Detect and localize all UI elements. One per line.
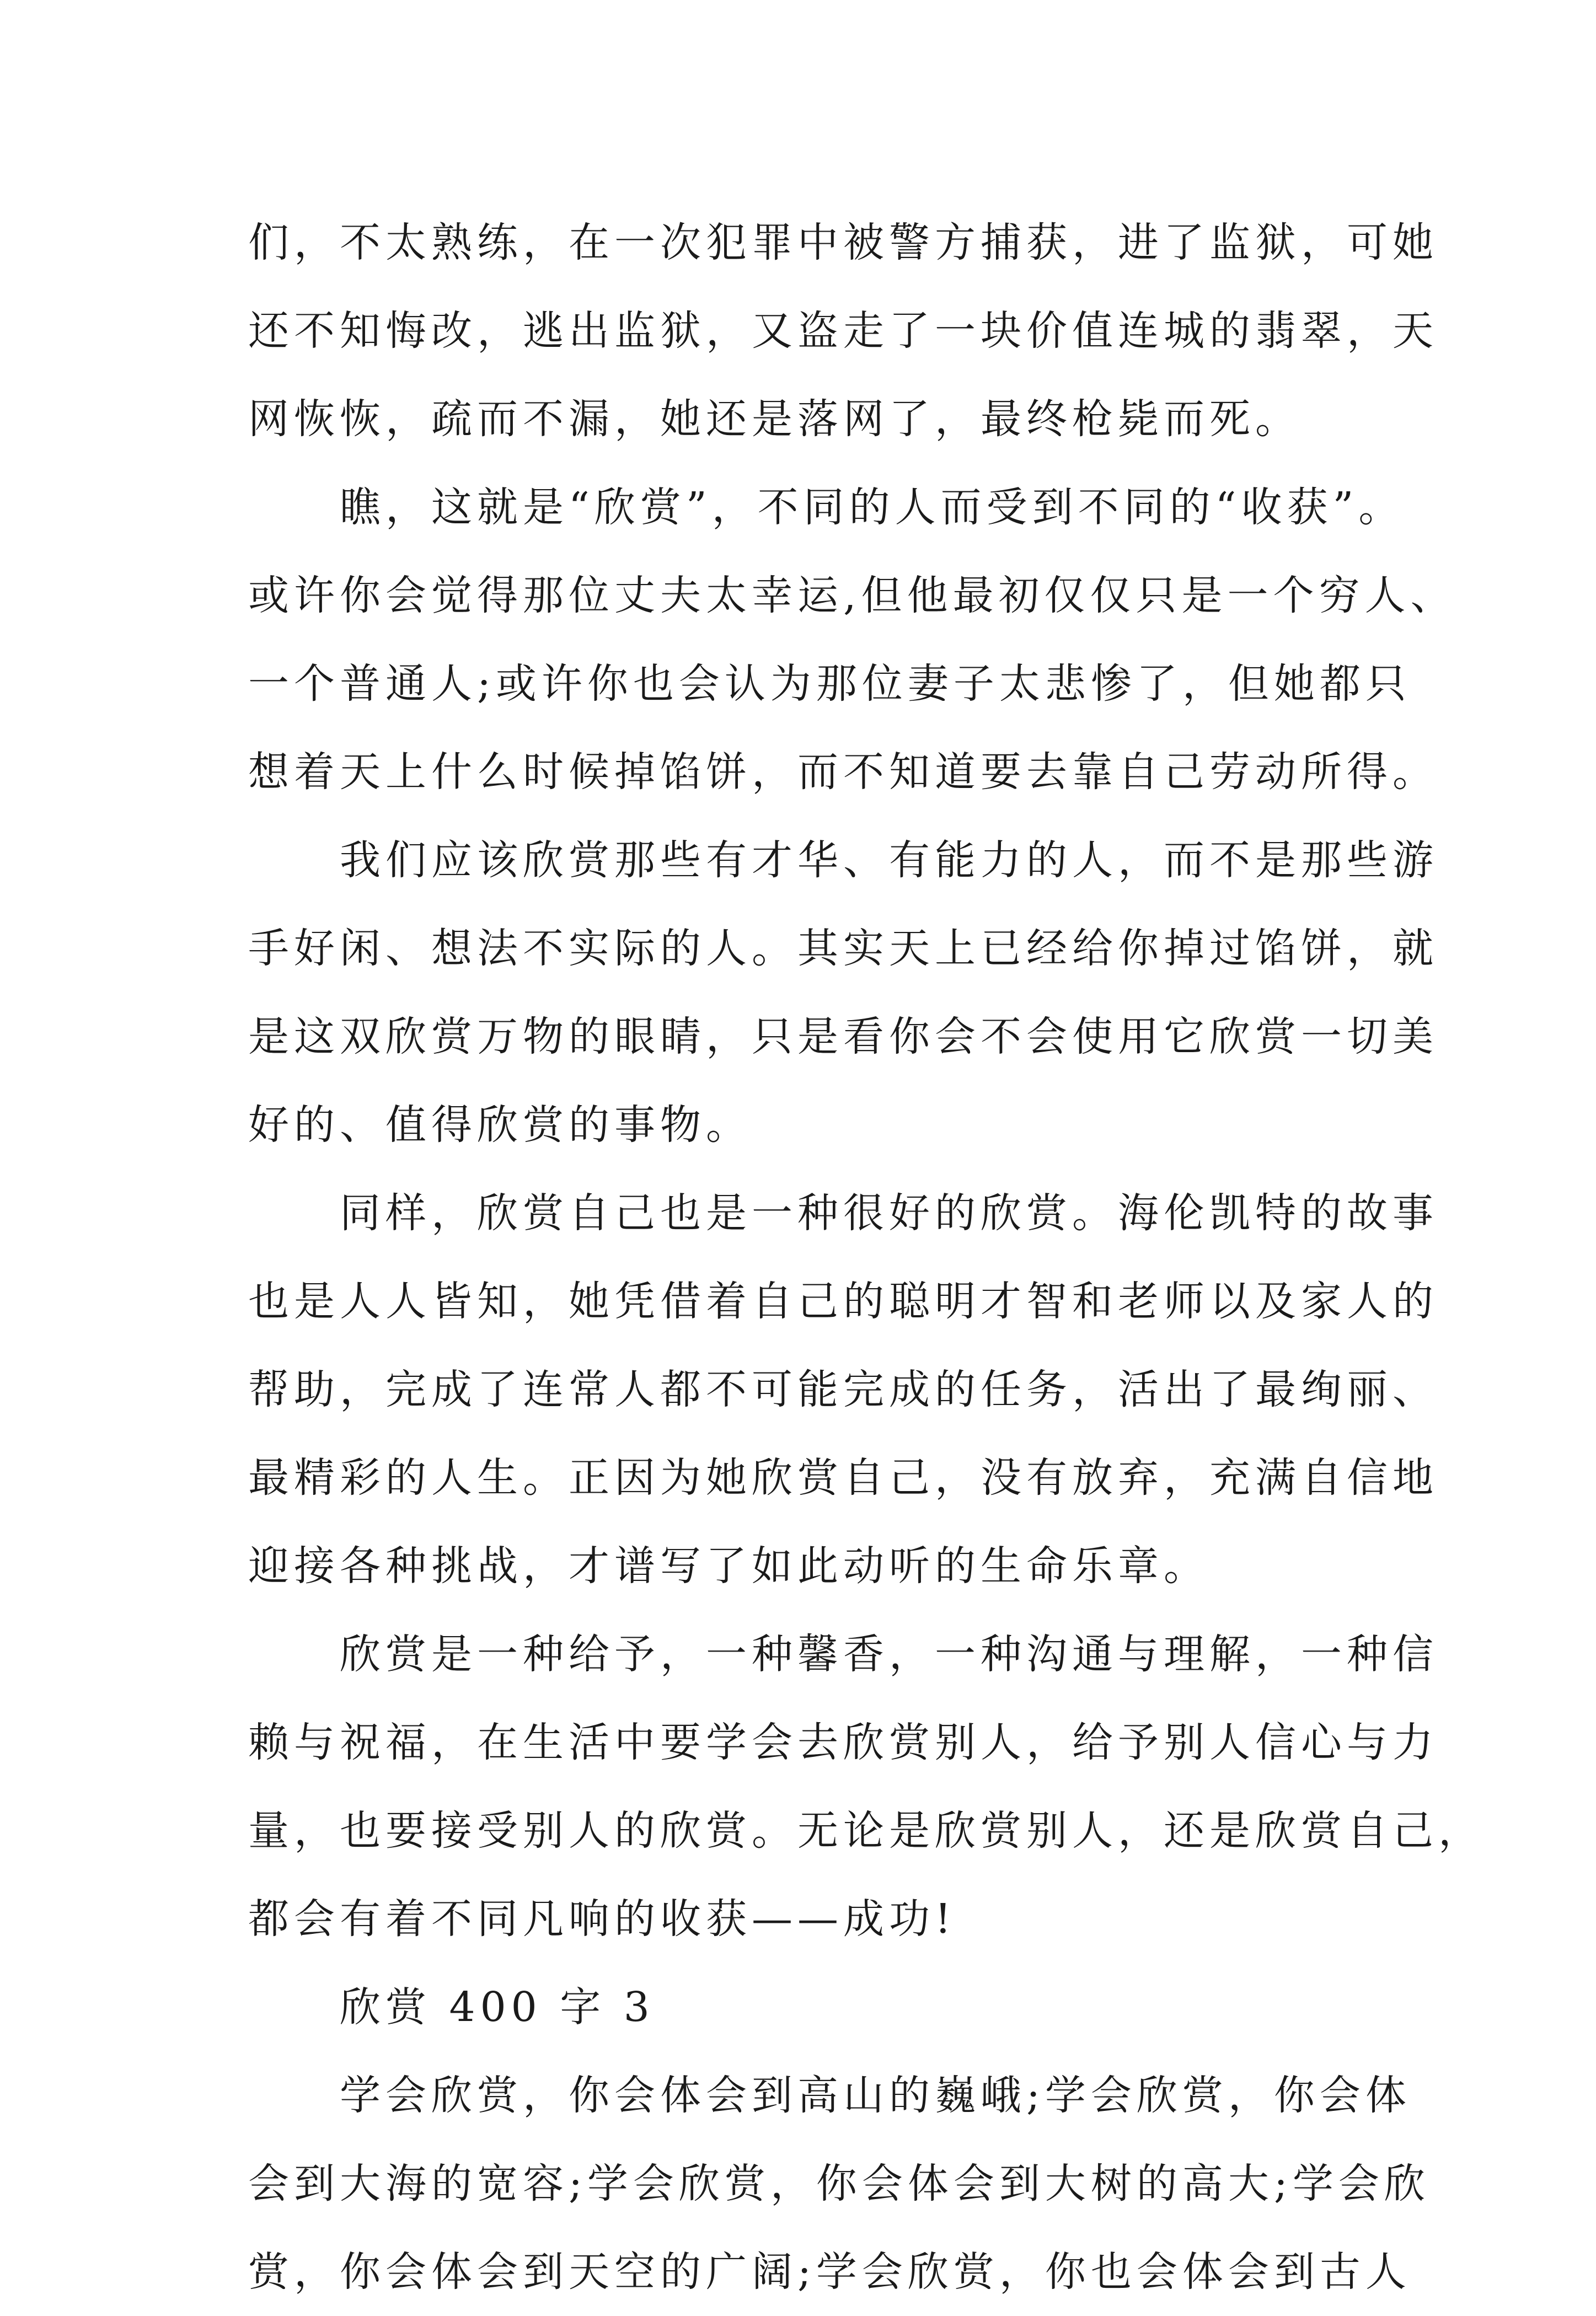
- text-line: 网恢恢，疏而不漏，她还是落网了，最终枪毙而死。: [248, 395, 1301, 443]
- text-line: 量，也要接受别人的欣赏。无论是欣赏别人，还是欣赏自己，: [248, 1807, 1484, 1854]
- paragraph-1: [248, 199, 1438, 463]
- text-line: 同样，欣赏自己也是一种很好的欣赏。海伦凯特的故事: [340, 1189, 1438, 1237]
- text-line: 迎接各种挑战，才谱写了如此动听的生命乐章。: [248, 1542, 1209, 1590]
- text-line: 想着天上什么时候掉馅饼，而不知道要去靠自己劳动所得。: [248, 748, 1438, 796]
- paragraph-7: [248, 2051, 1430, 2316]
- heading-line: 欣赏 400 字 3: [340, 1983, 655, 2031]
- text-line: 会到大海的宽容;学会欣赏，你会体会到大树的高大;学会欣: [248, 2160, 1430, 2207]
- paragraph-5: [248, 1610, 1484, 1963]
- text-line: 最精彩的人生。正因为她欣赏自己，没有放弃，充满自信地: [248, 1454, 1438, 1502]
- text-line: 一个普通人;或许你也会认为那位妻子太悲惨了，但她都只: [248, 660, 1411, 707]
- text-line: 是这双欣赏万物的眼睛，只是看你会不会使用它欣赏一切美: [248, 1013, 1438, 1060]
- text-line: 学会欣赏，你会体会到高山的巍峨;学会欣赏，你会体: [340, 2072, 1411, 2119]
- text-line: 手好闲、想法不实际的人。其实天上已经给你掉过馅饼，就: [248, 925, 1438, 972]
- section-heading: [248, 1963, 1379, 2051]
- text-line: 还不知悔改，逃出监狱，又盗走了一块价值连城的翡翠，天: [248, 307, 1438, 355]
- text-line: 或许你会觉得那位丈夫太幸运,但他最初仅仅只是一个穷人、: [248, 572, 1456, 619]
- paragraph-4: [248, 1169, 1438, 1610]
- paragraph-3: [248, 816, 1438, 1169]
- text-line: 赖与祝福，在生活中要学会去欣赏别人，给予别人信心与力: [248, 1719, 1438, 1766]
- document-body: [248, 199, 1484, 2316]
- text-line: 瞧，这就是“欣赏”，不同的人而受到不同的“收获”。: [340, 484, 1405, 531]
- paragraph-2: [248, 463, 1456, 816]
- text-line: 们，不太熟练，在一次犯罪中被警方捕获，进了监狱，可她: [248, 219, 1438, 266]
- text-line: 赏，你会体会到天空的广阔;学会欣赏，你也会体会到古人: [248, 2248, 1411, 2296]
- text-line: 我们应该欣赏那些有才华、有能力的人，而不是那些游: [340, 837, 1438, 884]
- text-line: 也是人人皆知，她凭借着自己的聪明才智和老师以及家人的: [248, 1278, 1438, 1325]
- text-line: 都会有着不同凡响的收获——成功!: [248, 1895, 956, 1943]
- text-line: 帮助，完成了连常人都不可能完成的任务，活出了最绚丽、: [248, 1366, 1438, 1413]
- text-line: 好的、值得欣赏的事物。: [248, 1101, 752, 1149]
- text-line: 欣赏是一种给予，一种馨香，一种沟通与理解，一种信: [340, 1631, 1438, 1678]
